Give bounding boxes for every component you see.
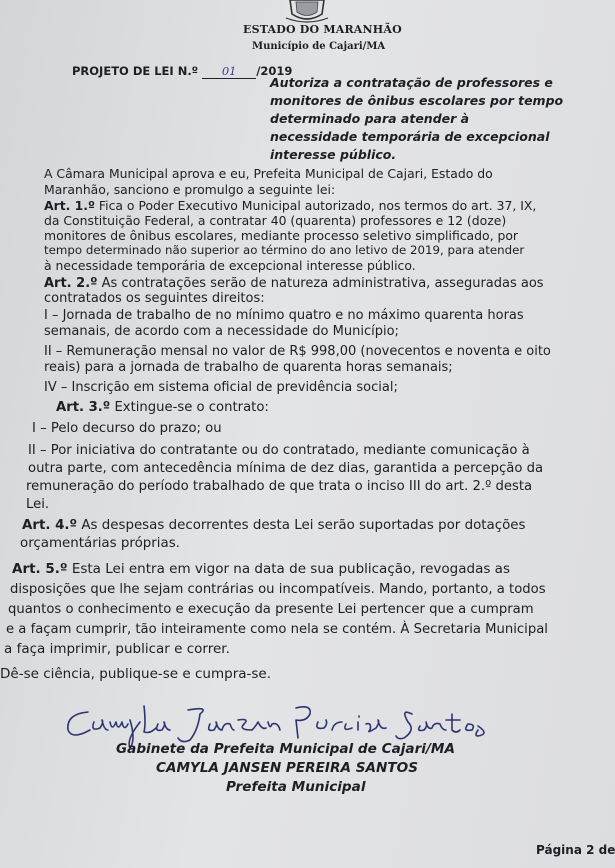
art5-line: disposições que lhe sejam contrárias ou incompatíveis. Mando, portanto, a todos [10, 582, 546, 597]
art3-line [56, 400, 269, 415]
art4-line [22, 517, 526, 535]
art2-item-line: I – Jornada de trabalho de no mínimo quatro e no máximo quarenta horas [44, 308, 524, 323]
art3-label: Art. 3.º [56, 400, 111, 415]
art5-label: Art. 5.º [12, 561, 68, 577]
ementa-line: necessidade temporária de excepcional [270, 129, 550, 144]
office-line: Gabinete da Prefeita Municipal de Cajari/MA [116, 741, 455, 757]
intro-line: A Câmara Municipal aprova e eu, Prefeita Municipal de Cajari, Estado do [44, 166, 493, 181]
art1-line: da Constituição Federal, a contratar 40 (quarenta) professores e 12 (doze) [44, 213, 507, 228]
bill-heading [72, 64, 292, 79]
art3-item-line: Lei. [26, 497, 50, 512]
art2-item-line: semanais, de acordo com a necessidade do Município; [44, 324, 399, 339]
municipality-name: Município de Cajari/MA [252, 41, 386, 52]
art2-item-line: reais) para a jornada de trabalho de quarenta horas semanais; [44, 360, 453, 375]
art3-item-line: outra parte, com antecedência mínima de dez dias, garantida a percepção da [28, 461, 544, 476]
art5-text: Esta Lei entra em vigor na data de sua publicação, revogadas as [67, 561, 510, 577]
signatory-title: Prefeita Municipal [226, 779, 366, 795]
art3-text: Extingue-se o contrato: [110, 400, 269, 415]
intro-line: Maranhão, sanciono e promulgo a seguinte lei: [44, 182, 336, 197]
art5-line: a faça imprimir, publicar e correr. [4, 641, 230, 657]
art3-item-line: remuneração do período trabalhado de que trata o inciso III do art. 2.º desta [26, 479, 533, 494]
ementa-line: interesse público. [270, 147, 397, 162]
art1-label: Art. 1.º [44, 198, 95, 213]
page-number: Página 2 de [536, 843, 615, 857]
art1-line: monitores de ônibus escolares, mediante processo seletivo simplificado, por [44, 228, 519, 243]
art2-item-line: IV – Inscrição em sistema oficial de previdência social; [44, 380, 398, 395]
closing-formula: Dê-se ciência, publique-se e cumpra-se. [0, 666, 272, 682]
art1-line: à necessidade temporária de excepcional interesse público. [44, 258, 416, 273]
coat-of-arms-icon [286, 0, 328, 22]
state-name: ESTADO DO MARANHÃO [243, 23, 402, 36]
signatory-name: CAMYLA JANSEN PEREIRA SANTOS [156, 760, 419, 776]
bill-number: 01 [202, 64, 256, 79]
ementa-line: monitores de ônibus escolares por tempo [270, 93, 564, 108]
art1-text: Fica o Poder Executivo Municipal autorizado, nos termos do art. 37, IX, [94, 198, 537, 213]
art2-item-line: II – Remuneração mensal no valor de R$ 998,00 (novecentos e noventa e oito [44, 344, 551, 359]
bill-year: /2019 [256, 64, 293, 78]
art2-text: As contratações serão de natureza administrativa, asseguradas aos [97, 276, 544, 291]
ementa-line: determinado para atender à [270, 111, 470, 126]
art5-line: quantos o conhecimento e execução da presente Lei pertencer que a cumpram [8, 602, 534, 617]
art4-text: As despesas decorrentes desta Lei serão suportadas por dotações [77, 518, 526, 533]
ementa-line: Autoriza a contratação de professores e [270, 75, 553, 90]
bill-label: PROJETO DE LEI N.º [72, 64, 199, 78]
art2-line [44, 276, 544, 291]
art3-item-line: II – Por iniciativa do contratante ou do contratado, mediante comunicação à [28, 443, 530, 458]
art1-line [44, 198, 536, 213]
art2-line: contratados os seguintes direitos: [44, 291, 265, 306]
art4-label: Art. 4.º [22, 518, 78, 533]
art4-line: orçamentárias próprias. [20, 536, 180, 551]
art1-line: tempo determinado não superior ao término do ano letivo de 2019, para atender [44, 243, 525, 257]
art3-item-line: I – Pelo decurso do prazo; ou [32, 421, 222, 436]
art2-label: Art. 2.º [44, 276, 98, 291]
art5-line: e a façam cumprir, tão inteiramente como nela se contém. À Secretaria Municipal [6, 622, 548, 637]
art5-line [12, 560, 510, 579]
